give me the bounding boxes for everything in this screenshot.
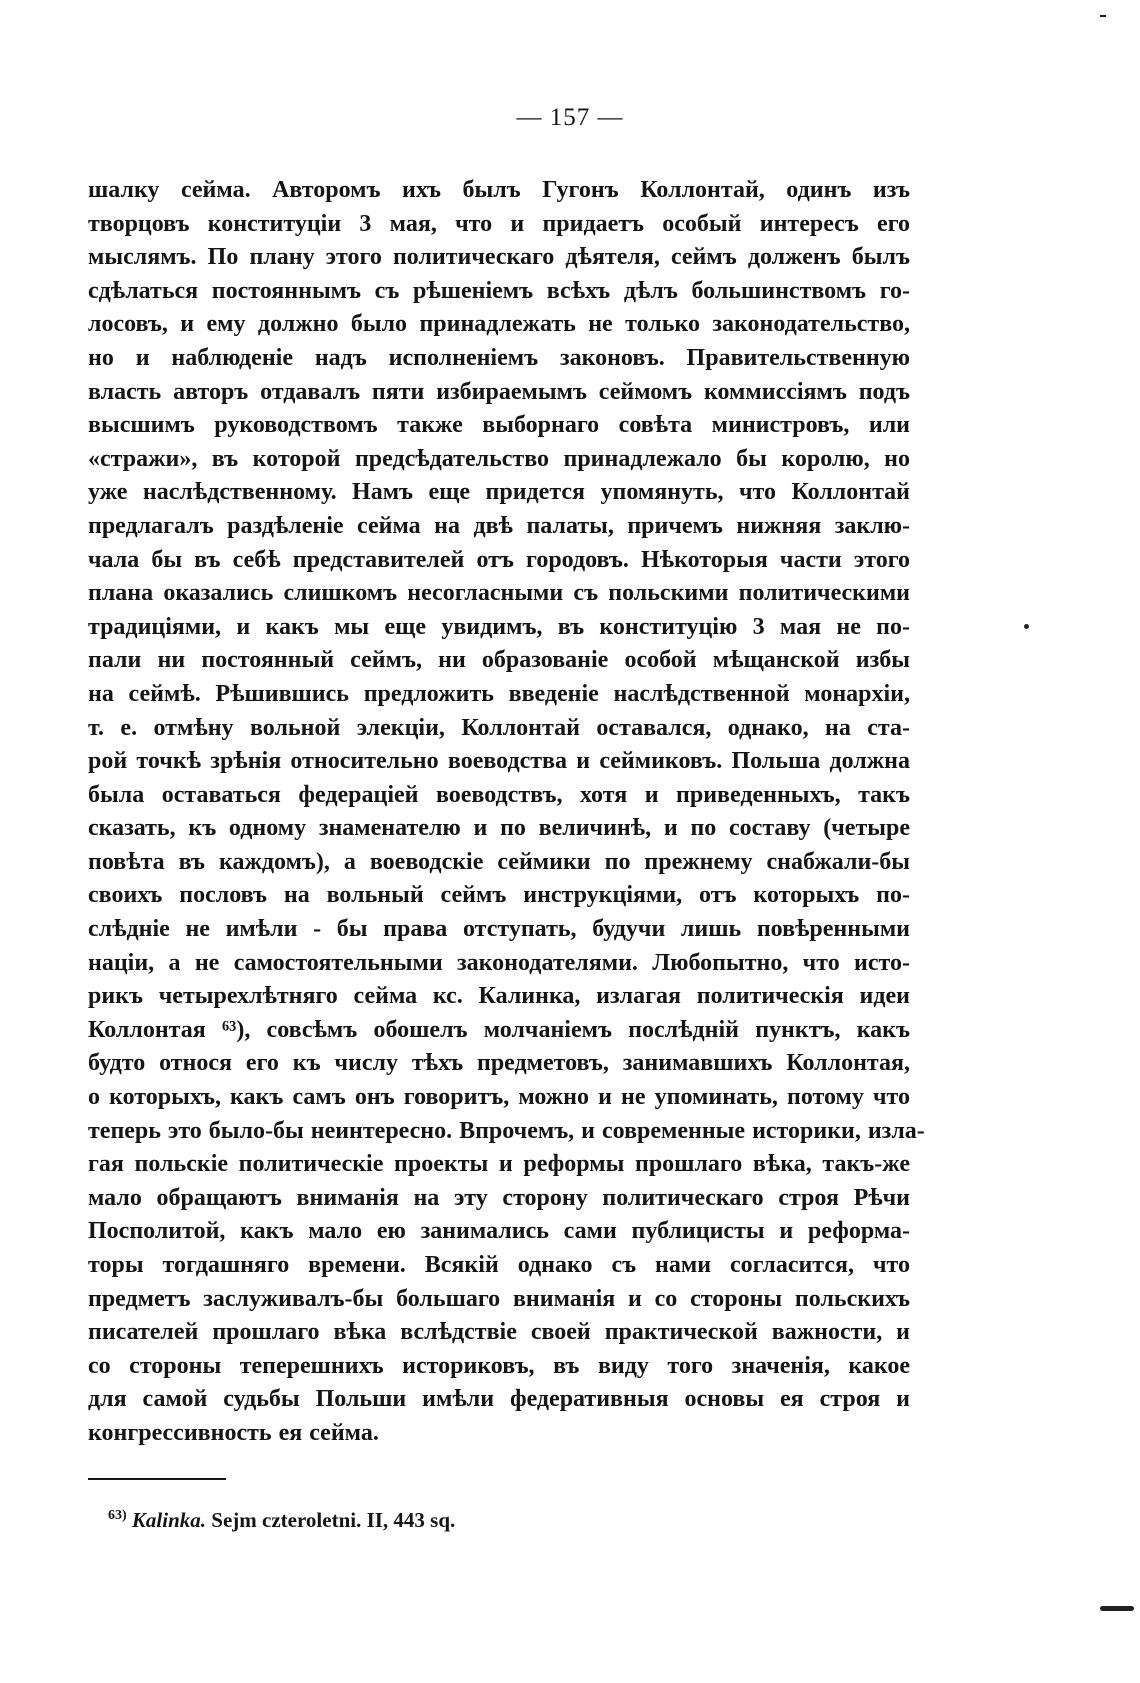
text-line: власть авторъ отдавалъ пяти избираемымъ сеймомъ коммиссіямъ подъ — [88, 378, 910, 405]
text-line: для самой судьбы Польши имѣли федеративныя основы ея строя и — [88, 1386, 910, 1413]
text-line: творцовъ конституціи 3 мая, что и придаетъ особый интересъ его — [88, 210, 910, 237]
text-line: «стражи», въ которой предсѣдательство принадлежало бы королю, но — [88, 445, 910, 472]
text-line: Посполитой, какъ мало ею занимались сами публицисты и реформа- — [88, 1218, 910, 1245]
text-line: сдѣлаться постояннымъ съ рѣшеніемъ всѣхъ дѣлъ большинствомъ го- — [88, 277, 910, 304]
text-line: уже наслѣдственному. Намъ еще придется упомянуть, что Коллонтай — [88, 479, 910, 506]
text-line: писателей прошлаго вѣка вслѣдствіе своей практической важности, и — [88, 1319, 910, 1346]
footnote — [108, 1508, 455, 1533]
text-line: высшимъ руководствомъ также выборнаго совѣта министровъ, или — [88, 412, 910, 439]
text-line: предметъ заслуживалъ-бы большаго вниманія и со стороны польскихъ — [88, 1285, 910, 1312]
scan-mark — [1100, 15, 1106, 17]
text-line: мало обращаютъ вниманія на эту сторону политическаго строя Рѣчи — [88, 1184, 910, 1211]
text-line: повѣта въ каждомъ), а воеводскіе сеймики по прежнему снабжали-бы — [88, 848, 910, 875]
text-line: была оставаться федерацiей воеводствъ, хотя и приведенныхъ, такъ — [88, 781, 910, 808]
text-line: будто относя его къ числу тѣхъ предметовъ, занимавшихъ Коллонтая, — [88, 1050, 910, 1077]
scan-mark — [1100, 1606, 1134, 1611]
scan-mark — [1024, 624, 1029, 629]
text-line: Коллонтая ⁶³), совсѣмъ обошелъ молчаніемъ послѣдній пунктъ, какъ — [88, 1016, 910, 1043]
footnote-citation: Sejm czteroletni. II, 443 sq. — [211, 1508, 456, 1532]
page-number: — 157 — — [516, 104, 624, 131]
text-line: конгрессивность ея сейма. — [88, 1419, 379, 1446]
text-line: т. е. отмѣну вольной элекціи, Коллонтай оставался, однако, на ста- — [88, 714, 910, 741]
text-line: плана оказались слишкомъ несогласными съ польскими политическими — [88, 580, 910, 607]
text-line: традиціями, и какъ мы еще увидимъ, въ конституцію 3 мая не по- — [88, 613, 910, 640]
text-line: предлагалъ раздѣленіе сейма на двѣ палаты, причемъ нижняя заклю- — [88, 512, 910, 539]
text-line: лосовъ, и ему должно было принадлежать не только законодательство, — [88, 311, 910, 338]
text-line: со стороны теперешнихъ историковъ, въ виду того значенія, какое — [88, 1352, 910, 1379]
text-line: рой точкѣ зрѣнія относительно воеводства и сеймиковъ. Польша должна — [88, 748, 910, 775]
text-line: шалку сейма. Авторомъ ихъ былъ Гугонъ Коллонтай, одинъ изъ — [88, 177, 910, 203]
text-line: сказать, къ одному знаменателю и по величинѣ, и по составу (четыре — [88, 815, 910, 842]
text-line: своихъ пословъ на вольный сеймъ инструкціями, отъ которыхъ по- — [88, 882, 910, 909]
text-line: торы тогдашняго времени. Всякій однако съ нами согласится, что — [88, 1252, 910, 1278]
body-text — [88, 174, 925, 1451]
footnote-mark: 63) — [108, 1508, 127, 1523]
text-line: теперь это было-бы неинтересно. Впрочемъ, и современные историки, изла- — [88, 1117, 925, 1144]
footnote-divider — [88, 1478, 226, 1480]
text-line: гая польскіе политическіе проекты и реформы прошлаго вѣка, такъ-же — [88, 1151, 910, 1178]
text-line: но и наблюденіе надъ исполненіемъ законовъ. Правительственную — [88, 344, 910, 371]
text-line: націи, а не самостоятельными законодателями. Любопытно, что исто- — [88, 949, 910, 976]
text-line: рикъ четырехлѣтняго сейма кс. Калинка, излагая политическія идеи — [88, 983, 910, 1010]
text-line: пали ни постоянный сеймъ, ни образованіе особой мѣщанской избы — [88, 647, 910, 674]
text-line: мыслямъ. По плану этого политическаго дѣятеля, сеймъ долженъ былъ — [88, 244, 910, 271]
text-line: о которыхъ, какъ самъ онъ говоритъ, можно и не упоминать, потому что — [88, 1084, 910, 1111]
text-line: на сеймѣ. Рѣшившись предложить введеніе наслѣдственной монархіи, — [88, 680, 910, 707]
text-line: чала бы въ себѣ представителей отъ городовъ. Нѣкоторыя части этого — [88, 546, 910, 573]
text-line: слѣдніе не имѣли - бы права отступать, будучи лишь повѣренными — [88, 916, 910, 943]
footnote-author: Kalinka. — [131, 1508, 207, 1532]
